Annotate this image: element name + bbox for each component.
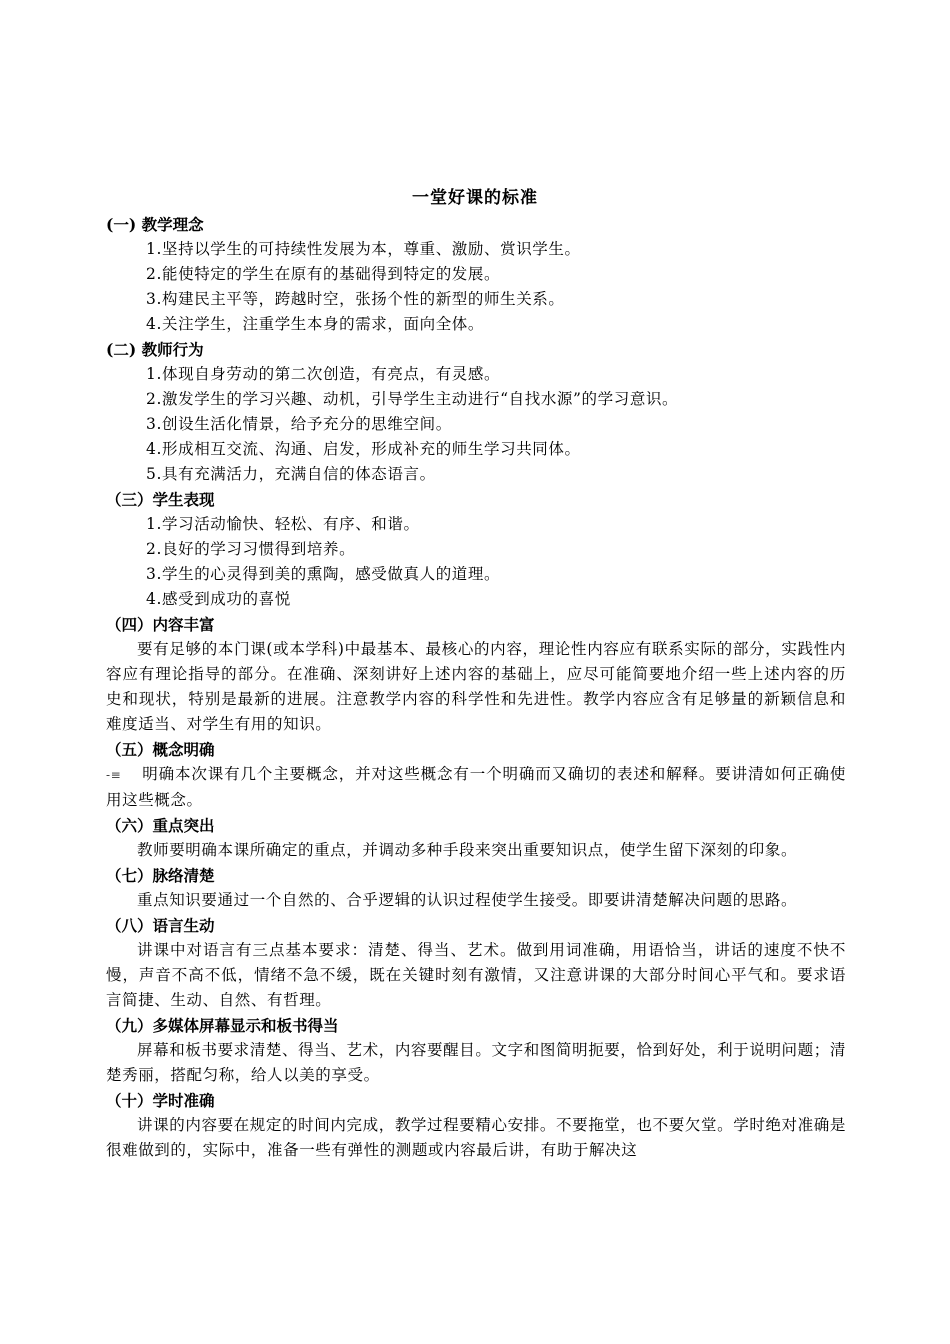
section-heading: （三）学生表现 xyxy=(106,490,215,509)
section-paragraph: 重点知识要通过一个自然的、合乎逻辑的认识过程使学生接受。即要讲清楚解决问题的思路。 xyxy=(137,891,798,909)
margin-mark: -≡ xyxy=(106,768,122,782)
section-paragraph: 屏幕和板书要求清楚、得当、艺术，内容要醒目。文字和图简明扼要，恰到好处，利于说明问题；清楚秀丽，搭配匀称，给人以美的享受。 xyxy=(106,1041,846,1084)
section-heading: （四）内容丰富 xyxy=(106,615,215,634)
list-item: 3.创设生活化情景，给予充分的思维空间。 xyxy=(146,415,452,433)
list-item: 4.形成相互交流、沟通、启发，形成补充的师生学习共同体。 xyxy=(146,440,581,458)
section-heading: (二) 教师行为 xyxy=(106,340,204,359)
section-heading: (一) 教学理念 xyxy=(106,215,204,234)
section-paragraph-block xyxy=(106,762,846,813)
section-heading: （八）语言生动 xyxy=(106,916,215,935)
list-item: 1.学习活动愉快、轻松、有序、和谐。 xyxy=(146,515,420,533)
section-paragraph: 讲课中对语言有三点基本要求：清楚、得当、艺术。做到用词准确，用语恰当，讲话的速度不快不慢，声音不高不低，情绪不急不缓，既在关键时刻有激情，又注意讲课的大部分时间心平气和。要求语言简捷、生动、自然、有哲理。 xyxy=(106,941,846,1009)
section-heading: （九）多媒体屏幕显示和板书得当 xyxy=(106,1016,339,1035)
section-heading: （十）学时准确 xyxy=(106,1091,215,1110)
section-paragraph: 讲课的内容要在规定的时间内完成，教学过程要精心安排。不要拖堂，也不要欠堂。学时绝对准确是很难做到的，实际中，准备一些有弹性的测题或内容最后讲，有助于解决这 xyxy=(106,1116,846,1159)
section-heading: （五）概念明确 xyxy=(106,740,215,759)
list-item: 2.激发学生的学习兴趣、动机，引导学生主动进行“自找水源”的学习意识。 xyxy=(146,390,679,408)
document-body xyxy=(106,212,846,1163)
section-paragraph: 教师要明确本课所确定的重点，并调动多种手段来突出重要知识点，使学生留下深刻的印象。 xyxy=(137,841,798,859)
list-item: 5.具有充满活力，充满自信的体态语言。 xyxy=(146,465,436,483)
list-item: 4.感受到成功的喜悦 xyxy=(146,590,291,608)
document-title: 一堂好课的标准 xyxy=(412,188,538,208)
list-item: 2.能使特定的学生在原有的基础得到特定的发展。 xyxy=(146,265,501,283)
list-item: 3.学生的心灵得到美的熏陶，感受做真人的道理。 xyxy=(146,565,501,583)
list-item: 3.构建民主平等，跨越时空，张扬个性的新型的师生关系。 xyxy=(146,290,565,308)
section-paragraph: 明确本次课有几个主要概念，并对这些概念有一个明确而又确切的表述和解释。要讲清如何正确使用这些概念。 xyxy=(106,765,846,809)
list-item: 4.关注学生，注重学生本身的需求，面向全体。 xyxy=(146,315,484,333)
list-item: 2.良好的学习习惯得到培养。 xyxy=(146,540,356,558)
section-heading: （六）重点突出 xyxy=(106,816,215,835)
section-heading: （七）脉络清楚 xyxy=(106,866,215,885)
list-item: 1.坚持以学生的可持续性发展为本，尊重、激励、赏识学生。 xyxy=(146,240,581,258)
list-item: 1.体现自身劳动的第二次创造，有亮点，有灵感。 xyxy=(146,365,501,383)
section-paragraph: 要有足够的本门课(或本学科)中最基本、最核心的内容，理论性内容应有联系实际的部分，实践性内容应有理论指导的部分。在准确、深刻讲好上述内容的基础上，应尽可能简要地介绍一些上述内容的历史和现状，特别是最新的进展。注意教学内容的科学性和先进性。教学内容应含有足够量的新颖信息和难度适当、对学生有用的知识。 xyxy=(106,640,846,733)
